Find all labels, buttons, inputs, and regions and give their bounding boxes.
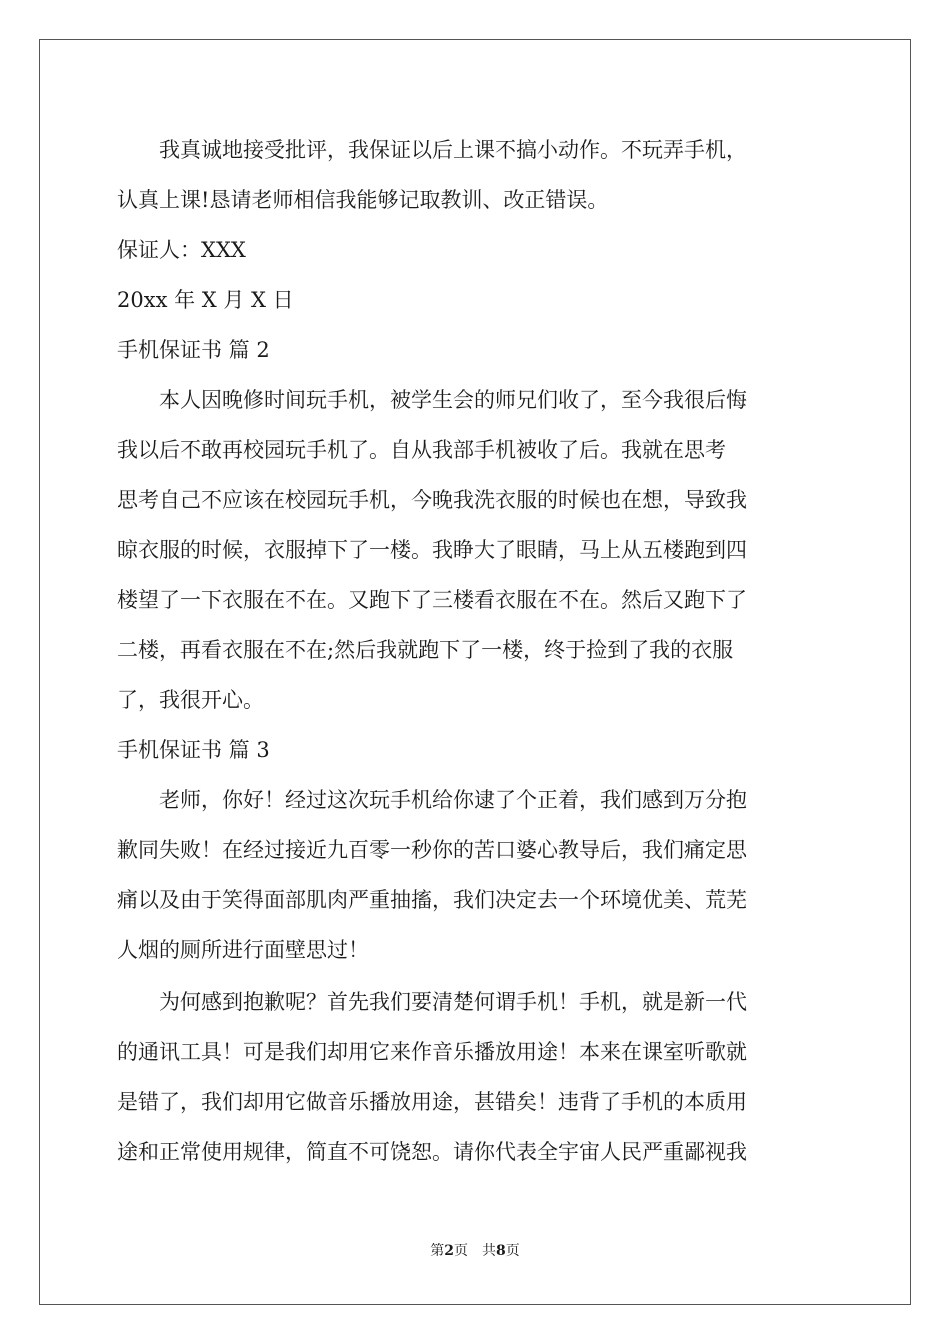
footer-mid: 页 共 xyxy=(454,1243,496,1259)
date-line: 20xx 年 X 月 X 日 xyxy=(117,288,294,312)
total-page-count: 8 xyxy=(496,1243,506,1259)
page-border xyxy=(39,39,911,1305)
text-line: 二楼，再看衣服在不在;然后我就跑下了一楼，终于捡到了我的衣服 xyxy=(117,638,734,662)
current-page-number: 2 xyxy=(444,1243,454,1259)
text-line: 痛以及由于笑得面部肌肉严重抽搐，我们决定去一个环境优美、荒芜 xyxy=(117,888,747,912)
text-line: 歉同失败！在经过接近九百零一秒你的苦口婆心教导后，我们痛定思 xyxy=(117,838,747,862)
text-line: 我以后不敢再校园玩手机了。自从我部手机被收了后。我就在思考 xyxy=(117,438,726,462)
text-line: 的通讯工具！可是我们却用它来作音乐播放用途！本来在课室听歌就 xyxy=(117,1040,747,1064)
text-line: 我真诚地接受批评，我保证以后上课不搞小动作。不玩弄手机， xyxy=(117,138,747,162)
text-line: 楼望了一下衣服在不在。又跑下了三楼看衣服在不在。然后又跑下了 xyxy=(117,588,747,612)
text-line: 为何感到抱歉呢？首先我们要清楚何谓手机！手机，就是新一代 xyxy=(117,990,747,1014)
text-line: 人烟的厕所进行面壁思过！ xyxy=(117,938,369,962)
text-line: 老师，你好！经过这次玩手机给你逮了个正着，我们感到万分抱 xyxy=(117,788,747,812)
text-line: 是错了，我们却用它做音乐播放用途，甚错矣！违背了手机的本质用 xyxy=(117,1090,747,1114)
footer-suffix: 页 xyxy=(505,1243,520,1259)
text-line: 思考自己不应该在校园玩手机，今晚我洗衣服的时候也在想，导致我 xyxy=(117,488,747,512)
text-line: 途和正常使用规律，简直不可饶恕。请你代表全宇宙人民严重鄙视我 xyxy=(117,1140,747,1164)
section-heading: 手机保证书 篇 2 xyxy=(117,338,270,362)
section-heading: 手机保证书 篇 3 xyxy=(117,738,270,762)
footer-prefix: 第 xyxy=(430,1243,445,1259)
signer-line: 保证人：XXX xyxy=(117,238,246,262)
text-line: 认真上课!恳请老师相信我能够记取教训、改正错误。 xyxy=(117,188,609,212)
text-line: 了，我很开心。 xyxy=(117,688,264,712)
text-line: 本人因晚修时间玩手机，被学生会的师兄们收了，至今我很后悔 xyxy=(117,388,747,412)
text-line: 晾衣服的时候，衣服掉下了一楼。我睁大了眼睛，马上从五楼跑到四 xyxy=(117,538,747,562)
page-footer xyxy=(0,1240,950,1260)
